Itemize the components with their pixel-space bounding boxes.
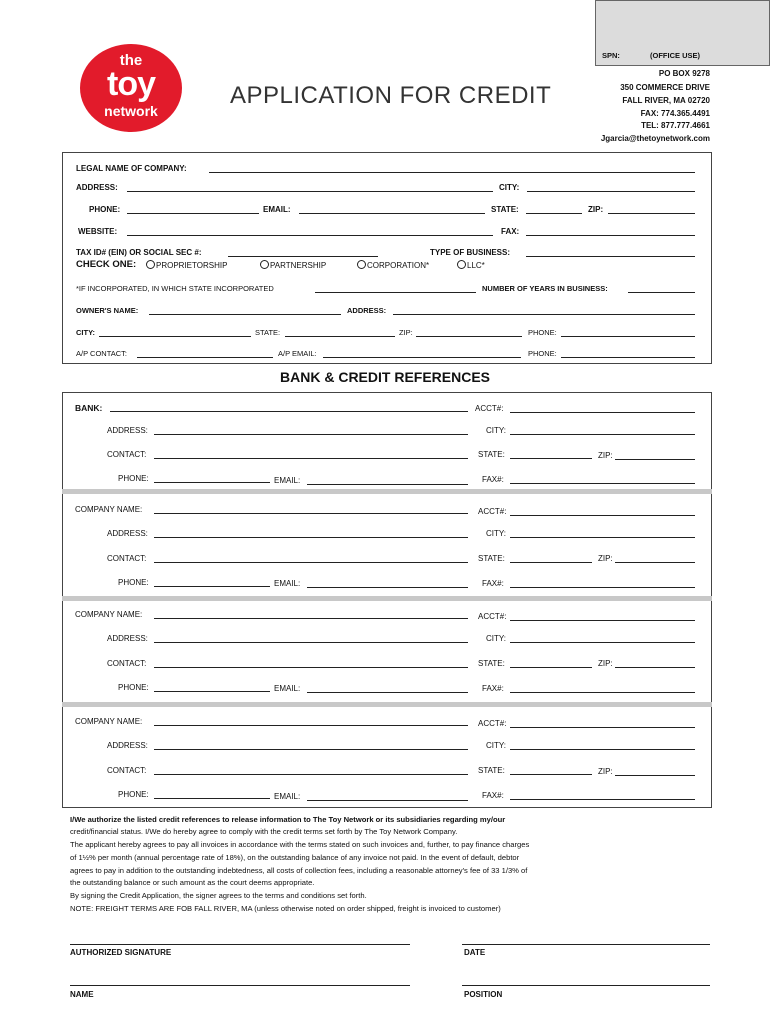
contact-label: CONTACT:: [107, 554, 147, 563]
fax-field[interactable]: [510, 587, 695, 588]
reference-separator-1: [62, 489, 712, 494]
city-label: CITY:: [486, 529, 507, 538]
logo-line-network: network: [104, 103, 158, 119]
email-field[interactable]: [299, 213, 485, 214]
ap-email-field[interactable]: [323, 357, 521, 358]
website-label: WEBSITE:: [78, 227, 118, 236]
city-label: CITY:: [499, 183, 520, 192]
city-label: CITY:: [486, 426, 507, 435]
state-label: STATE:: [478, 659, 505, 668]
legal-name-field[interactable]: [209, 172, 695, 173]
city-field[interactable]: [510, 537, 695, 538]
email-field[interactable]: [307, 587, 468, 588]
fax-label: FAX#:: [482, 791, 504, 800]
phone-field[interactable]: [154, 586, 270, 587]
office-use-box: [595, 0, 770, 66]
fax-label: FAX#:: [482, 579, 504, 588]
phone-label: PHONE:: [89, 205, 121, 214]
zip-field[interactable]: [608, 213, 695, 214]
email-label: EMAIL:: [274, 579, 301, 588]
radio-partnership[interactable]: [260, 260, 269, 269]
ap-contact-label: A/P CONTACT:: [76, 349, 127, 358]
contact-label: CONTACT:: [107, 659, 147, 668]
company-name-label: COMPANY NAME:: [75, 717, 143, 726]
owner-phone-field[interactable]: [561, 336, 695, 337]
acct-field[interactable]: [510, 515, 695, 516]
company-name-label: COMPANY NAME:: [75, 610, 143, 619]
city-field[interactable]: [510, 434, 695, 435]
address-field[interactable]: [154, 537, 468, 538]
tax-id-field[interactable]: [228, 256, 378, 257]
option-proprietorship[interactable]: PROPRIETORSHIP: [146, 260, 227, 270]
city-label: CITY:: [486, 634, 507, 643]
years-in-business-label: NUMBER OF YEARS IN BUSINESS:: [482, 284, 608, 293]
position-field[interactable]: [462, 985, 710, 986]
fax-field[interactable]: [526, 235, 695, 236]
contact-field[interactable]: [154, 458, 468, 459]
address-field[interactable]: [154, 642, 468, 643]
city-field[interactable]: [527, 191, 695, 192]
zip-label: ZIP:: [598, 554, 613, 563]
po-box: PO BOX 9278: [658, 69, 710, 78]
contact-label: CONTACT:: [107, 766, 147, 775]
authorization-line-2: credit/financial status. I/We do hereby agree to comply with the credit terms set forth by The Toy Network Company.: [70, 827, 458, 836]
address-label: ADDRESS:: [107, 634, 148, 643]
radio-llc[interactable]: [457, 260, 466, 269]
zip-field[interactable]: [615, 667, 695, 668]
owner-state-field[interactable]: [285, 336, 395, 337]
page-title: APPLICATION FOR CREDIT: [230, 82, 552, 109]
fax-label: FAX#:: [482, 684, 504, 693]
acct-field[interactable]: [510, 727, 695, 728]
zip-label: ZIP:: [598, 767, 613, 776]
contact-label: CONTACT:: [107, 450, 147, 459]
city-address: FALL RIVER, MA 02720: [622, 96, 710, 105]
option-corporation[interactable]: CORPORATION*: [357, 260, 429, 270]
radio-corporation[interactable]: [357, 260, 366, 269]
company-name-field[interactable]: [154, 513, 468, 514]
ap-email-label: A/P EMAIL:: [278, 349, 317, 358]
fax-field[interactable]: [510, 483, 695, 484]
references-title: BANK & CREDIT REFERENCES: [280, 369, 491, 385]
state-label: STATE:: [478, 766, 505, 775]
owners-name-label: OWNER'S NAME:: [76, 306, 139, 315]
address-label: ADDRESS:: [107, 529, 148, 538]
fax-field[interactable]: [510, 692, 695, 693]
owner-city-label: CITY:: [76, 328, 96, 337]
address-label: ADDRESS:: [107, 426, 148, 435]
owner-address-label: ADDRESS:: [347, 306, 387, 315]
authorization-line-6: the outstanding balance or such amount as the court deems appropriate.: [70, 878, 315, 887]
option-partnership[interactable]: PARTNERSHIP: [260, 260, 326, 270]
bank-field[interactable]: [110, 411, 468, 412]
address-field[interactable]: [127, 191, 493, 192]
check-one-label: CHECK ONE:: [76, 259, 137, 270]
authorization-line-5: agrees to pay in addition to the outstanding indebtedness, all costs of collection fees, including a reasonable attorney's fee of 33 1/3% of: [70, 866, 528, 875]
owners-name-field[interactable]: [149, 314, 341, 315]
state-field[interactable]: [510, 458, 592, 459]
email-field[interactable]: [307, 692, 468, 693]
email-label: EMAIL:: [274, 792, 301, 801]
city-field[interactable]: [510, 642, 695, 643]
acct-label: ACCT#:: [478, 507, 507, 516]
zip-field[interactable]: [615, 562, 695, 563]
email-field[interactable]: [307, 800, 468, 801]
contact-field[interactable]: [154, 667, 468, 668]
phone-label: PHONE:: [118, 790, 149, 799]
phone-field[interactable]: [127, 213, 259, 214]
owner-state-label: STATE:: [255, 328, 281, 337]
if-incorporated-label: *IF INCORPORATED, IN WHICH STATE INCORPORATED: [76, 284, 274, 293]
state-label: STATE:: [478, 554, 505, 563]
address-field[interactable]: [154, 749, 468, 750]
zip-label: ZIP:: [598, 659, 613, 668]
city-label: CITY:: [486, 741, 507, 750]
state-label: STATE:: [478, 450, 505, 459]
company-info-section: [62, 152, 712, 364]
logo-line-the: the: [119, 52, 143, 69]
toy-network-logo: [80, 44, 182, 132]
fax-label: FAX#:: [482, 475, 504, 484]
owner-zip-label: ZIP:: [399, 328, 413, 337]
authorization-line-8: NOTE: FREIGHT TERMS ARE FOB FALL RIVER, MA (unless otherwise noted on order shipped, freight is invoiced to customer): [70, 904, 501, 913]
company-fax: FAX: 774.365.4491: [640, 109, 710, 118]
authorized-signature-field[interactable]: [70, 944, 410, 945]
owner-address-field[interactable]: [393, 314, 695, 315]
fax-field[interactable]: [510, 799, 695, 800]
company-name-label: COMPANY NAME:: [75, 505, 143, 514]
contact-field[interactable]: [154, 562, 468, 563]
authorization-line-1: I/We authorize the listed credit references to release information to The Toy Network or its subsidiaries regarding my/our: [70, 815, 506, 824]
company-name-field[interactable]: [154, 618, 468, 619]
state-label: STATE:: [491, 205, 519, 214]
date-field[interactable]: [462, 944, 710, 945]
radio-proprietorship[interactable]: [146, 260, 155, 269]
phone-label: PHONE:: [118, 683, 149, 692]
address-label: ADDRESS:: [76, 183, 118, 192]
spn-label: SPN:: [602, 51, 620, 60]
years-in-business-field[interactable]: [628, 292, 695, 293]
contact-field[interactable]: [154, 774, 468, 775]
logo-line-toy: toy: [107, 65, 155, 103]
acct-label: ACCT#:: [478, 612, 507, 621]
legal-name-label: LEGAL NAME OF COMPANY:: [76, 164, 187, 173]
company-name-field[interactable]: [154, 725, 468, 726]
authorization-line-7: By signing the Credit Application, the signer agrees to the terms and conditions set forth.: [70, 891, 367, 900]
authorized-signature-label: AUTHORIZED SIGNATURE: [70, 948, 172, 957]
reference-separator-2: [62, 596, 712, 601]
tax-id-label: TAX ID# (EIN) OR SOCIAL SEC #:: [76, 248, 202, 257]
acct-field[interactable]: [510, 412, 695, 413]
phone-field[interactable]: [154, 798, 270, 799]
state-field[interactable]: [510, 774, 592, 775]
website-field[interactable]: [127, 235, 493, 236]
bank-label: BANK:: [75, 403, 103, 413]
fax-label: FAX:: [501, 227, 520, 236]
state-field[interactable]: [510, 667, 592, 668]
city-field[interactable]: [510, 749, 695, 750]
acct-label: ACCT#:: [475, 404, 504, 413]
company-tel: TEL: 877.777.4661: [641, 121, 710, 130]
acct-label: ACCT#:: [478, 719, 507, 728]
email-label: EMAIL:: [274, 476, 301, 485]
owner-city-field[interactable]: [99, 336, 251, 337]
owner-zip-field[interactable]: [416, 336, 522, 337]
office-use-label: (OFFICE USE): [650, 51, 700, 60]
email-field[interactable]: [307, 484, 468, 485]
ap-phone-field[interactable]: [561, 357, 695, 358]
ap-contact-field[interactable]: [137, 357, 273, 358]
street-address: 350 COMMERCE DRIVE: [620, 83, 710, 92]
phone-field[interactable]: [154, 482, 270, 483]
ap-phone-label: PHONE:: [528, 349, 557, 358]
zip-label: ZIP:: [588, 205, 604, 214]
type-of-business-label: TYPE OF BUSINESS:: [430, 248, 511, 257]
authorization-line-4: of 1½% per month (annual percentage rate of 18%), on the outstanding balance of any invoice not paid. In the event of default, debtor: [70, 853, 520, 862]
acct-field[interactable]: [510, 620, 695, 621]
address-field[interactable]: [154, 434, 468, 435]
email-label: EMAIL:: [274, 684, 301, 693]
address-label: ADDRESS:: [107, 741, 148, 750]
type-of-business-field[interactable]: [526, 256, 695, 257]
name-label: NAME: [70, 990, 94, 999]
authorization-line-3: The applicant hereby agrees to pay all invoices in accordance with the terms stated on such invoices and, further, to pay finance charges: [70, 840, 530, 849]
phone-label: PHONE:: [118, 578, 149, 587]
state-field[interactable]: [526, 213, 582, 214]
zip-field[interactable]: [615, 775, 695, 776]
phone-field[interactable]: [154, 691, 270, 692]
position-label: POSITION: [464, 990, 503, 999]
email-label: EMAIL:: [263, 205, 291, 214]
name-field[interactable]: [70, 985, 410, 986]
incorporated-state-field[interactable]: [315, 292, 476, 293]
owner-phone-label: PHONE:: [528, 328, 557, 337]
option-llc[interactable]: LLC*: [457, 260, 485, 270]
date-label: DATE: [464, 948, 486, 957]
company-email: Jgarcia@thetoynetwork.com: [600, 134, 710, 143]
zip-label: ZIP:: [598, 451, 613, 460]
zip-field[interactable]: [615, 459, 695, 460]
state-field[interactable]: [510, 562, 592, 563]
reference-separator-3: [62, 702, 712, 707]
phone-label: PHONE:: [118, 474, 149, 483]
